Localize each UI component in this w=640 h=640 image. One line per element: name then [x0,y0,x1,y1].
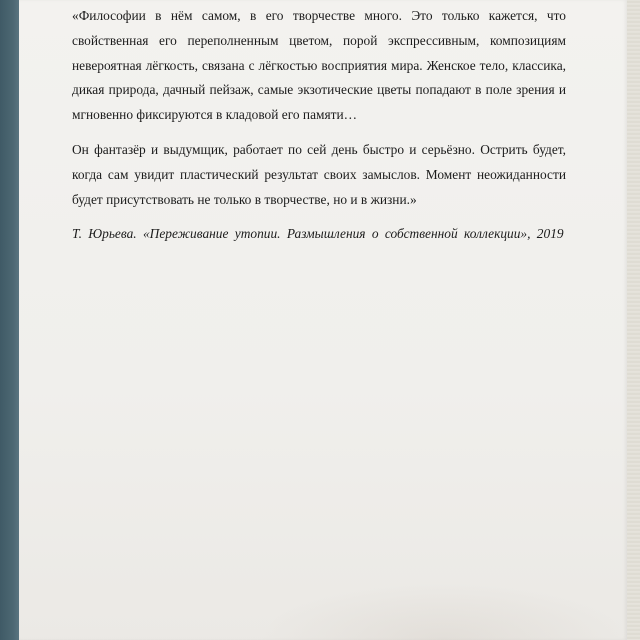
quote-paragraph-2: Он фантазёр и выдумщик, работает по сей день быстро и серьёзно. Острить будет, когда сам увидит пластический результат своих замыслов. Момент неожиданности будет присутствовать не только в творчестве, но и в жизни.» [72,141,566,207]
quote-paragraph-1: «Философии в нём самом, в его творчестве много. Это только кажется, что свойственная его переполненным цветом, порой экспрессивным, композициям невероятная лёгкость, связана с лёгкостью восприятия мира. Женское тело, классика, дикая природа, дачный пейзаж, самые экзотические цветы попадают в поле зрения и мгновенно фиксируются в кладовой его памяти… [72,8,566,123]
book-cover-edge [0,0,19,640]
quote-block [72,4,566,261]
page-stack-edge [627,0,640,640]
citation: Т. Юрьева. «Переживание утопии. Размышления о собственной коллекции», 2019 [72,226,564,242]
